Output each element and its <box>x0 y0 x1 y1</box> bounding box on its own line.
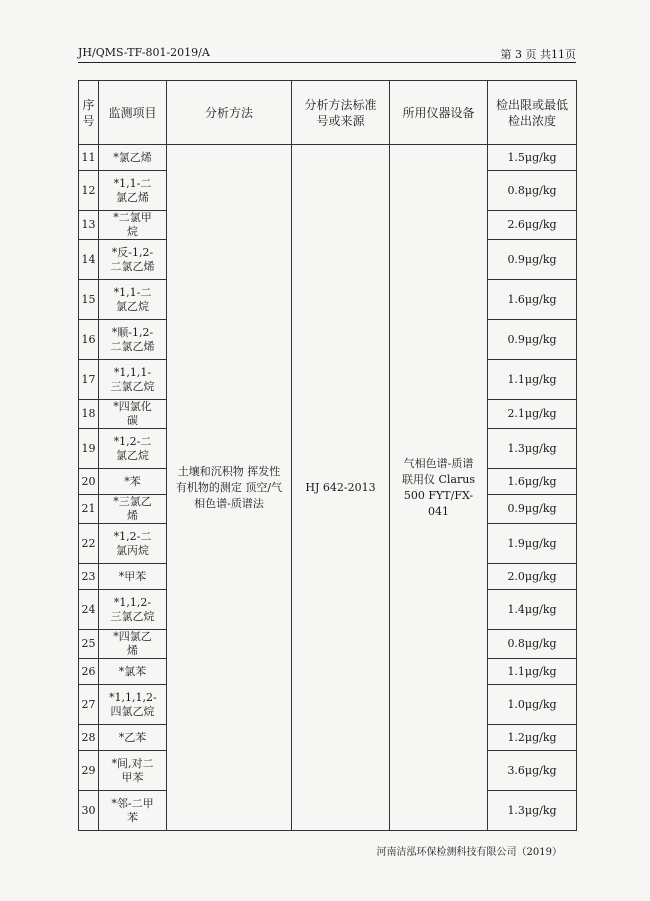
monitoring-item: *三氯乙烯 <box>99 495 167 524</box>
monitoring-item: *氯乙烯 <box>99 145 167 171</box>
detection-limit: 0.9μg/kg <box>488 320 577 360</box>
row-number: 20 <box>79 469 99 495</box>
monitoring-item: *1,1,1-三氯乙烷 <box>99 360 167 400</box>
page-header <box>78 44 576 63</box>
detection-limit: 1.3μg/kg <box>488 429 577 469</box>
method-standard: HJ 642-2013 <box>292 145 390 831</box>
row-number: 11 <box>79 145 99 171</box>
monitoring-item: *1,1-二氯乙烯 <box>99 171 167 211</box>
detection-limit: 1.0μg/kg <box>488 685 577 725</box>
column-header-instrument: 所用仪器设备 <box>390 81 488 145</box>
detection-limit: 2.0μg/kg <box>488 564 577 590</box>
table-row <box>79 145 577 171</box>
detection-limit: 2.1μg/kg <box>488 400 577 429</box>
row-number: 23 <box>79 564 99 590</box>
row-number: 13 <box>79 211 99 240</box>
detection-limit: 1.4μg/kg <box>488 590 577 630</box>
table-body <box>79 145 577 831</box>
monitoring-item: *1,1-二氯乙烷 <box>99 280 167 320</box>
row-number: 30 <box>79 791 99 831</box>
analysis-method: 土壤和沉积物 挥发性有机物的测定 顶空/气相色谱-质谱法 <box>167 145 292 831</box>
monitoring-item: *间,对二甲苯 <box>99 751 167 791</box>
detection-limit: 1.1μg/kg <box>488 659 577 685</box>
monitoring-item: *1,2-二氯丙烷 <box>99 524 167 564</box>
monitoring-item: *苯 <box>99 469 167 495</box>
detection-limit: 1.6μg/kg <box>488 469 577 495</box>
monitoring-item: *四氯化碳 <box>99 400 167 429</box>
column-header-standard: 分析方法标准号或来源 <box>292 81 390 145</box>
row-number: 18 <box>79 400 99 429</box>
monitoring-item: *反-1,2-二氯乙烯 <box>99 240 167 280</box>
document-code: JH/QMS-TF-801-2019/A <box>78 46 210 59</box>
row-number: 16 <box>79 320 99 360</box>
row-number: 21 <box>79 495 99 524</box>
monitoring-item: *顺-1,2-二氯乙烯 <box>99 320 167 360</box>
column-header-limit: 检出限或最低检出浓度 <box>488 81 577 145</box>
column-header-item: 监测项目 <box>99 81 167 145</box>
monitoring-item: *乙苯 <box>99 725 167 751</box>
detection-limit: 1.6μg/kg <box>488 280 577 320</box>
monitoring-item: *甲苯 <box>99 564 167 590</box>
detection-limit: 0.9μg/kg <box>488 495 577 524</box>
detection-limit: 1.1μg/kg <box>488 360 577 400</box>
row-number: 25 <box>79 630 99 659</box>
column-header-method: 分析方法 <box>167 81 292 145</box>
row-number: 26 <box>79 659 99 685</box>
monitoring-item: *1,2-二氯乙烷 <box>99 429 167 469</box>
row-number: 28 <box>79 725 99 751</box>
row-number: 19 <box>79 429 99 469</box>
monitoring-item: *氯苯 <box>99 659 167 685</box>
detection-limit: 1.9μg/kg <box>488 524 577 564</box>
detection-limit: 3.6μg/kg <box>488 751 577 791</box>
table-header-row <box>79 81 577 145</box>
row-number: 27 <box>79 685 99 725</box>
row-number: 12 <box>79 171 99 211</box>
monitoring-item: *邻-二甲苯 <box>99 791 167 831</box>
monitoring-item: *二氯甲烷 <box>99 211 167 240</box>
monitoring-item: *四氯乙烯 <box>99 630 167 659</box>
detection-limit: 0.9μg/kg <box>488 240 577 280</box>
page-number: 第 3 页 共11页 <box>500 48 576 61</box>
detection-limit: 0.8μg/kg <box>488 630 577 659</box>
detection-limit: 1.2μg/kg <box>488 725 577 751</box>
column-header-no: 序号 <box>79 81 99 145</box>
row-number: 24 <box>79 590 99 630</box>
method-table <box>78 80 577 831</box>
row-number: 14 <box>79 240 99 280</box>
row-number: 15 <box>79 280 99 320</box>
row-number: 29 <box>79 751 99 791</box>
row-number: 22 <box>79 524 99 564</box>
detection-limit: 1.5μg/kg <box>488 145 577 171</box>
monitoring-item: *1,1,1,2-四氯乙烷 <box>99 685 167 725</box>
detection-limit: 0.8μg/kg <box>488 171 577 211</box>
detection-limit: 1.3μg/kg <box>488 791 577 831</box>
detection-limit: 2.6μg/kg <box>488 211 577 240</box>
instrument: 气相色谱-质谱联用仪 Clarus 500 FYT/FX-041 <box>390 145 488 831</box>
footer-company: 河南洁泓环保检测科技有限公司（2019） <box>376 847 562 858</box>
row-number: 17 <box>79 360 99 400</box>
monitoring-item: *1,1,2-三氯乙烷 <box>99 590 167 630</box>
